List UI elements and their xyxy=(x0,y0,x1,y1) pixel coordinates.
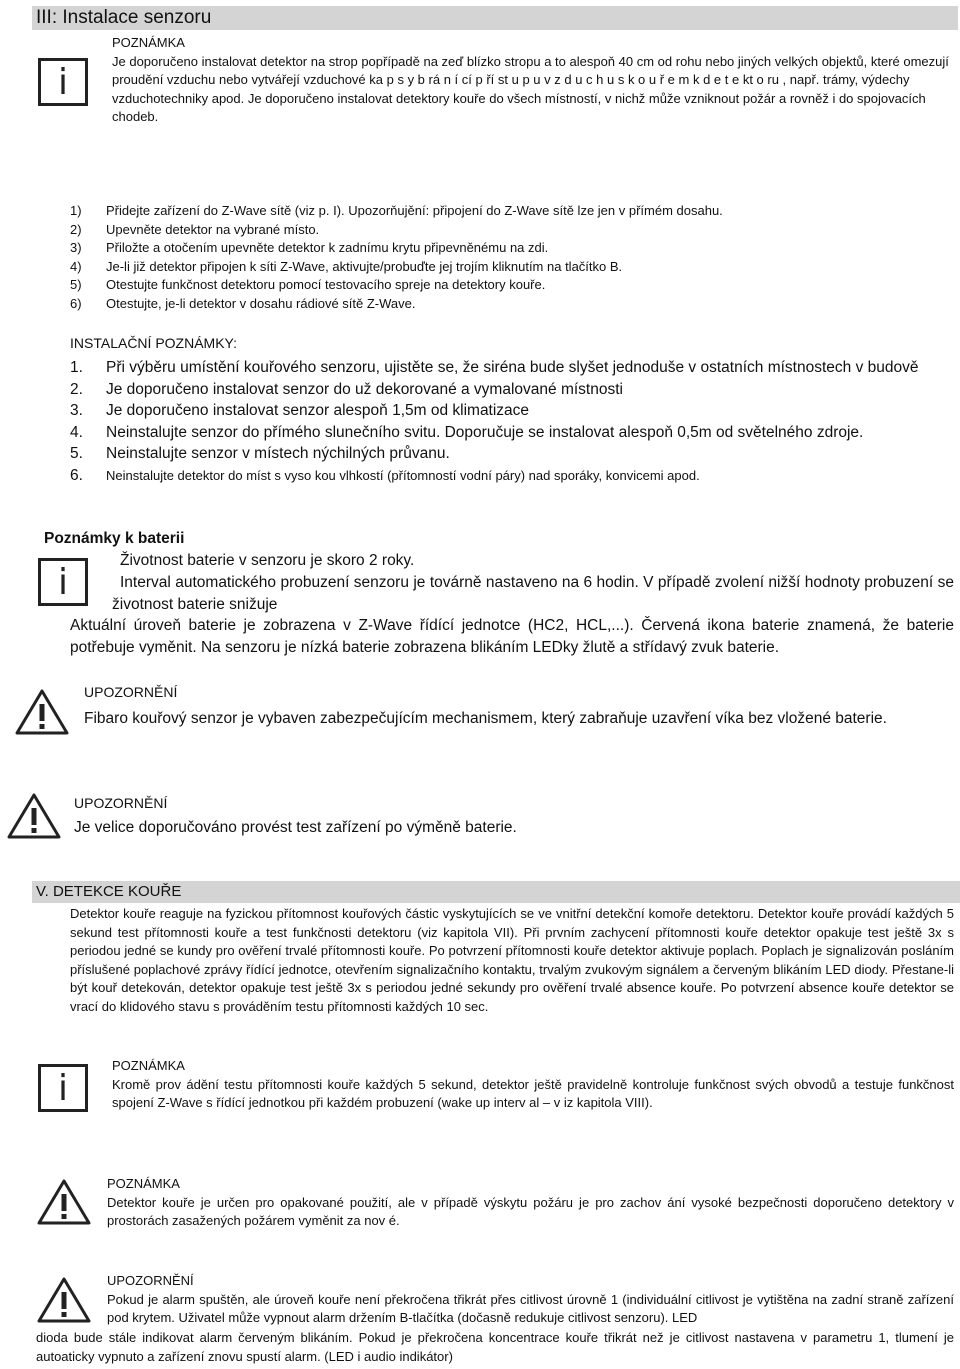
battery-line-3: Aktuální úroveň baterie je zobrazena v Z-Wave řídící jednotce (HC2, HCL,...). Červená ikona baterie znamená, že baterie potřebuje vyměnit. Na senzoru je nízká baterie zobrazena blikáním LEDky žlutě a střídavý zvuk baterie. xyxy=(70,617,954,656)
list-item: 3. Je doporučeno instalovat senzor alespoň 1,5m od klimatizace xyxy=(70,402,530,419)
warning-1 xyxy=(84,682,954,729)
note-3 xyxy=(107,1175,954,1231)
list-item: 3) Přiložte a otočením upevněte detektor k zadnímu krytu připevněnému na zdi. xyxy=(70,240,549,255)
install-steps xyxy=(70,202,930,313)
note-2 xyxy=(112,1057,954,1113)
warning-1-text: Fibaro kouřový senzor je vybaven zabezpečujícím mechanismem, který zabraňuje uzavření víka bez vložené baterie. xyxy=(84,709,887,727)
list-item: 5. Neinstalujte senzor v místech nýchilných průvanu. xyxy=(70,445,450,462)
warning-icon xyxy=(36,1276,92,1324)
note-1-label: POZNÁMKA xyxy=(112,35,185,50)
install-notes-title: INSTALAČNÍ POZNÁMKY: xyxy=(70,335,237,351)
warning-3-text-full: dioda bude stále indikovat alarm červeným blikáním. Pokud je překročena koncentrace kouře třikrát než je citlivost nastavena v parametru 1, tlumení je autoaticky vypnuto a zařízení znovu spustí alarm. (LED i audio indikátor) xyxy=(36,1330,954,1364)
note-1 xyxy=(112,34,954,127)
info-icon: i xyxy=(38,58,88,106)
list-item: 1. Při výběru umístění kouřového senzoru, ujistěte se, že siréna bude slyšet jednoduše v ostatních místnostech v budově xyxy=(70,359,919,376)
list-item: 4. Neinstalujte senzor do přímého slunečního svitu. Doporučuje se instalovat alespoň 0,5m od světelného zdroje. xyxy=(70,423,864,441)
info-icon: i xyxy=(38,1064,88,1112)
warning-2-text: Je velice doporučováno provést test zařízení po výměně baterie. xyxy=(74,818,517,836)
install-notes xyxy=(70,357,955,486)
warning-1-label: UPOZORNĚNÍ xyxy=(84,684,178,700)
note-1-text: Je doporučeno instalovat detektor na strop popřípadě na zeď blízko stropu a to alespoň 40 cm od rohu nebo jiných velkých objektů, které omezují proudění vzduchu nebo vytvářejí vzduchové ka p s y b rá n í cí p ří st u p u v z d u c h u s k o u ř e m k d e t e kt o ru , např. trámy, výdechy vzduchotechniky apod. Je doporučeno instalovat detektory kouře do všech místností, v nichž může vzniknout požár a rovněž i do spojovacích chodeb. xyxy=(112,53,949,124)
list-item: 2. Je doporučeno instalovat senzor do už dekorované a vymalované místnosti xyxy=(70,380,623,398)
warning-3 xyxy=(107,1272,954,1328)
warning-3-text-indent: Pokud je alarm spuštěn, ale úroveň kouře není překročena třikrát přes citlivost úrovně 1 (individuální citlivost je vytištěna na zadní straně zařízení pod krytem. Uživatel může vypnout alarm držením B-tlačítka (dočasně redukuje citlivost senzoru). LED xyxy=(107,1291,954,1325)
warning-2 xyxy=(74,793,954,838)
section-3-title: III: Instalace senzoru xyxy=(32,6,958,30)
list-item: 1) Přidejte zařízení do Z-Wave sítě (viz p. I). Upozorňujění: připojení do Z-Wave sítě lze jen v přímém dosahu. xyxy=(70,203,723,218)
note-2-text: Kromě prov ádění testu přítomnosti kouře každých 5 sekund, detektor ještě pravidelně kontroluje funkčnost svých obvodů a testuje funkčnost spojení Z-Wave s řídící jednotkou při každém probuzení (wake up interv al – v iz kapitola VIII). xyxy=(112,1076,954,1110)
note-3-text: Detektor kouře je určen pro opakované použití, ale v případě výskytu požáru je pro zachov ání vysoké bezpečnosti doporučeno detektory v prostorách zasažených požárem vyměnit za nov é. xyxy=(107,1194,954,1228)
list-item: 5) Otestujte funkčnost detektoru pomocí testovacího spreje na detektory kouře. xyxy=(70,277,546,292)
list-item: 6. Neinstalujte detektor do míst s vyso kou vlhkostí (přítomností vodní páry) nad sporáky, konvicemi apod. xyxy=(70,466,700,484)
warning-icon xyxy=(36,1178,92,1226)
note-2-label: POZNÁMKA xyxy=(112,1058,185,1073)
list-item: 2) Upevněte detektor na vybrané místo. xyxy=(70,221,320,237)
note-3-label: POZNÁMKA xyxy=(107,1176,180,1191)
warning-icon xyxy=(6,792,62,840)
warning-icon xyxy=(14,688,70,736)
battery-title: Poznámky k baterii xyxy=(44,530,185,547)
battery-line-1: Životnost baterie v senzoru je skoro 2 roky. xyxy=(120,552,415,569)
smoke-detection-body: Detektor kouře reaguje na fyzickou přítomnost kouřových částic vyskytujících se ve vnitřní detekční komoře detektoru. Detektor kouře provádí každých 5 sekund test přítomnosti kouře a test funkčnosti detektoru (viz kapitola VII). Při prvním zachycení přítomnosti kouře detektor opakuje test ještě 3x s periodou jedné se kundy pro ověření trvalé přítomnosti kouře. Po potvrzení přítomnosti kouře detektor aktivuje poplach. Poplach je signalizován posláním příslušené poplachové zprávy řídící jednotce, otevřením signalizačního kontaktu, trvalým zvukovým signálem a červeným blikáním LED diody. Přestane-li být kouř detekován, detektor opakuje test ještě 3x s periodou jedné sekundy pro ověření trvalé absence kouře. Po potvrzení absence kouře detektor se vrací do klidového stavu s prováděním testu přítomnosti každých 10 sec. xyxy=(70,906,954,1014)
warning-2-label: UPOZORNĚNÍ xyxy=(74,795,168,811)
battery-line-2: Interval automatického probuzení senzoru je továrně nastaveno na 6 hodin. V případě zvolení nižší hodnoty probuzení se životnost baterie snižuje xyxy=(112,574,954,613)
list-item: 6) Otestujte, je-li detektor v dosahu rádiové sítě Z-Wave. xyxy=(70,295,416,311)
warning-3-label: UPOZORNĚNÍ xyxy=(107,1273,194,1288)
info-icon: i xyxy=(38,558,88,606)
section-5-title: V. DETEKCE KOUŘE xyxy=(32,881,960,903)
list-item: 4) Je-li již detektor připojen k síti Z-Wave, aktivujte/probuďte jej trojím kliknutím na tlačítko B. xyxy=(70,258,623,274)
